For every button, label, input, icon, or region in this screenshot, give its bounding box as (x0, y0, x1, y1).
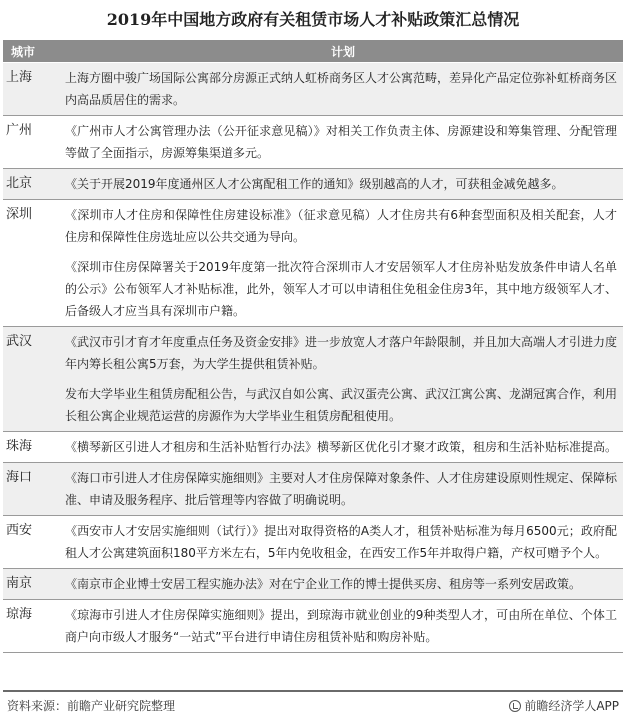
policy-text: 《深圳市人才住房和保障性住房建设标准》（征求意见稿）人才住房共有6种套型面积及相关配套，人才住房和保障性住房选址应以公共交通为导向。 (65, 208, 617, 244)
city-cell: 上海 (3, 63, 63, 116)
table-row (3, 200, 623, 327)
page-title: 2019年中国地方政府有关租赁市场人才补贴政策汇总情况 (106, 10, 520, 29)
table-row (3, 516, 623, 569)
brand-label: 前瞻经济学人APP (524, 699, 619, 713)
policy-text: 《关于开展2019年度通州区人才公寓配租工作的通知》级别越高的人才，可获租金减免越多。 (65, 177, 564, 191)
header-policy: 计划 (63, 40, 623, 63)
policy-cell (63, 600, 623, 653)
city-cell: 南京 (3, 569, 63, 600)
policy-cell (63, 463, 623, 516)
policy-cell (63, 63, 623, 116)
policy-cell (63, 169, 623, 200)
policy-text: 发布大学毕业生租赁房配租公告，与武汉自如公寓、武汉蛋壳公寓、武汉江寓公寓、龙湖冠寓合作，利用长租公寓企业规范运营的房源作为大学毕业生租赁房配租使用。 (65, 387, 618, 423)
policy-text: 《深圳市住房保障署关于2019年度第一批次符合深圳市人才安居领军人才住房补贴发放条件申请人名单的公示》公布领军人才补贴标准，此外，领军人才可以申请租住免租金住房3年，其中地方级领军人才、后备级人才应当具有深圳市户籍。 (65, 260, 617, 318)
policy-text: 《广州市人才公寓管理办法（公开征求意见稿）》对相关工作负责主体、房源建设和筹集管理、分配管理等做了全面指示，房源筹集渠道多元。 (65, 124, 617, 160)
brand-logo-icon (509, 700, 521, 712)
city-cell: 琼海 (3, 600, 63, 653)
source-note: 资料来源：前瞻产业研究院整理 (7, 699, 176, 713)
city-cell: 海口 (3, 463, 63, 516)
policy-text: 《南京市企业博士安居工程实施办法》对在宁企业工作的博士提供买房、租房等一系列安居政策。 (65, 577, 582, 591)
policy-cell (63, 569, 623, 600)
table-row (3, 600, 623, 653)
policy-cell (63, 116, 623, 169)
table-header-row (3, 40, 623, 63)
policy-text: 上海方圈中骏广场国际公寓部分房源正式纳人虹桥商务区人才公寓范畴，差异化产品定位弥补虹桥商务区内高品质居住的需求。 (65, 71, 618, 107)
table-row (3, 463, 623, 516)
brand (509, 694, 619, 718)
table-row (3, 169, 623, 200)
city-cell: 广州 (3, 116, 63, 169)
city-cell: 深圳 (3, 200, 63, 327)
footer (3, 690, 623, 716)
policy-cell (63, 200, 623, 327)
policy-text: 《琼海市引进人才住房保障实施细则》提出，到琼海市就业创业的9种类型人才，可由所在单位、个体工商户向市级人才服务“一站式”平台进行申请住房租赁补贴和购房补贴。 (65, 608, 617, 644)
table-row (3, 63, 623, 116)
city-cell: 北京 (3, 169, 63, 200)
policy-table (3, 40, 623, 653)
policy-cell (63, 516, 623, 569)
table-row (3, 116, 623, 169)
policy-cell (63, 432, 623, 463)
table-row (3, 432, 623, 463)
policy-text: 《横琴新区引进人才租房和生活补贴暂行办法》横琴新区优化引才聚才政策，租房和生活补贴标准提高。 (65, 440, 618, 454)
header-city: 城市 (3, 40, 63, 63)
city-cell: 珠海 (3, 432, 63, 463)
policy-text: 《海口市引进人才住房保障实施细则》主要对人才住房保障对象条件、人才住房建设原则性规定、保障标准、申请及服务程序、批后管理等内容做了明确说明。 (65, 471, 618, 507)
city-cell: 西安 (3, 516, 63, 569)
table-body (3, 63, 623, 653)
policy-text: 《西安市人才安居实施细则（试行）》提出对取得资格的A类人才，租赁补贴标准为每月6500元；政府配租人才公寓建筑面积180平方米左右，5年内免收租金，在西安工作5年并取得户籍，产权可赠予个人。 (65, 524, 617, 560)
table-row (3, 327, 623, 432)
city-cell: 武汉 (3, 327, 63, 432)
policy-text: 《武汉市引才育才年度重点任务及资金安排》进一步放宽人才落户年龄限制，并且加大高端人才引进力度年内筹长租公寓5万套，为大学生提供租赁补贴。 (65, 335, 618, 371)
policy-cell (63, 327, 623, 432)
table-row (3, 569, 623, 600)
